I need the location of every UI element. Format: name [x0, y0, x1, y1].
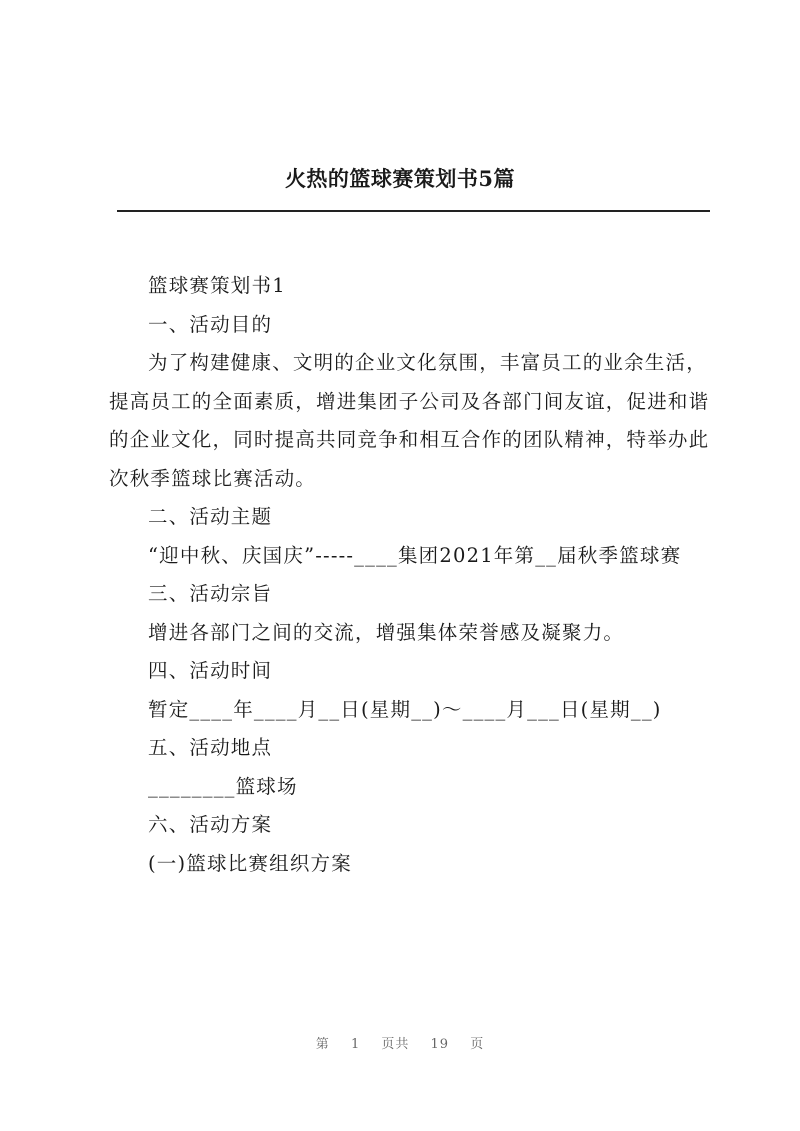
sub-section-heading: (一)篮球比赛组织方案 [148, 851, 352, 875]
body-paragraph: 暂定____年____月__日(星期__)～____月___日(星期__) [148, 697, 662, 721]
body-paragraph: “迎中秋、庆国庆”-----____集团2021年第__届秋季篮球赛 [148, 543, 682, 567]
document-title: 火热的篮球赛策划书5篇 [284, 166, 516, 191]
page-label-prefix: 第 [315, 1037, 330, 1052]
page-footer [0, 1033, 800, 1052]
document-body [109, 267, 714, 883]
body-paragraph: ________篮球场 [148, 774, 298, 798]
section-heading: 篮球赛策划书1 [148, 274, 286, 297]
section-heading: 四、活动时间 [148, 659, 273, 682]
title-divider [117, 210, 710, 212]
total-pages-number: 19 [430, 1037, 450, 1052]
page-label-suffix: 页 [470, 1037, 485, 1052]
current-page-number: 1 [350, 1037, 361, 1052]
body-paragraph: 增进各部门之间的交流，增强集体荣誉感及凝聚力。 [148, 620, 625, 644]
section-heading: 二、活动主题 [148, 505, 273, 528]
section-heading: 六、活动方案 [148, 813, 273, 836]
page-label-middle: 页共 [381, 1037, 410, 1052]
section-heading: 三、活动宗旨 [148, 582, 273, 605]
section-heading: 五、活动地点 [148, 736, 273, 759]
body-paragraph: 为了构建健康、文明的企业文化氛围，丰富员工的业余生活，提高员工的全面素质，增进集团子公司及各部门间友谊，促进和谐的企业文化，同时提高共同竞争和相互合作的团队精神，特举办此次秋季篮球比赛活动。 [109, 351, 710, 490]
section-heading: 一、活动目的 [148, 312, 273, 336]
